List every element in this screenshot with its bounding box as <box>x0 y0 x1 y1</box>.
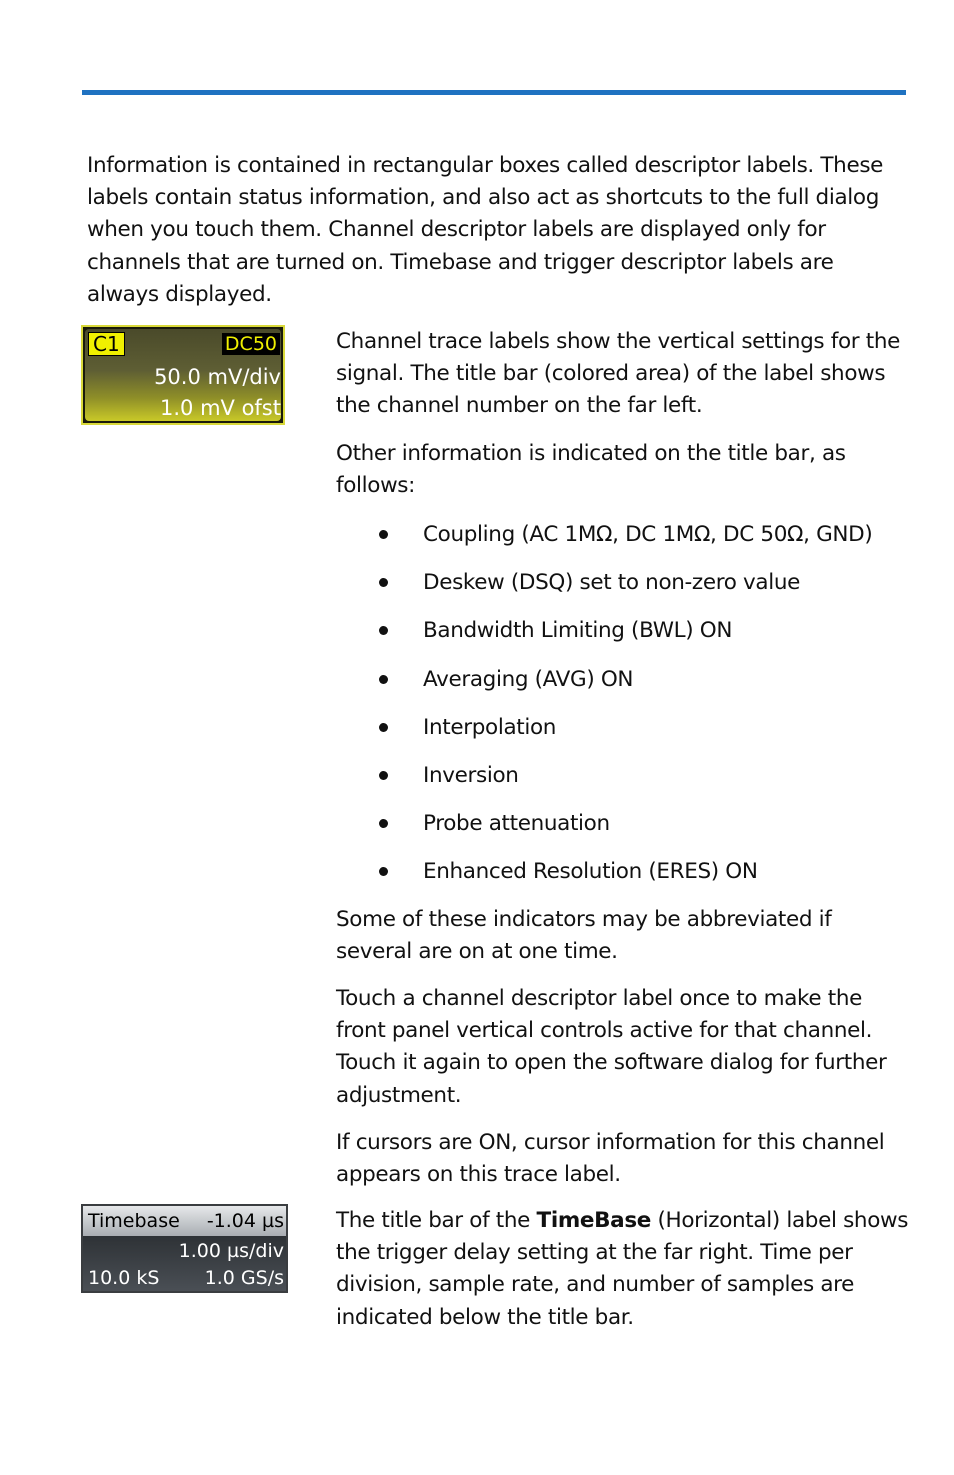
bullet-icon <box>379 626 388 635</box>
channel-paragraph-3: Some of these indicators may be abbreviated if several are on at one time. <box>336 906 832 964</box>
channel-paragraph-2: Other information is indicated on the title bar, as follows: <box>336 440 846 498</box>
sample-count: 10.0 kS <box>88 1267 160 1289</box>
list-item: Inversion <box>336 760 911 808</box>
channel-paragraph-5: If cursors are ON, cursor information for this channel appears on this trace label. <box>336 1129 885 1187</box>
list-item: Probe attenuation <box>336 808 911 856</box>
bullet-icon <box>379 530 388 539</box>
timebase-section <box>336 1205 911 1334</box>
time-per-div: 1.00 µs/div <box>178 1240 284 1262</box>
bullet-icon <box>379 771 388 780</box>
channel-paragraph-4: Touch a channel descriptor label once to make the front panel vertical controls active for that channel. Touch it again to open the software dialog for further adjustment. <box>336 985 887 1108</box>
bullet-icon <box>379 578 388 587</box>
bullet-icon <box>379 723 388 732</box>
list-item: Deskew (DSQ) set to non-zero value <box>336 567 911 615</box>
bullet-icon <box>379 867 388 876</box>
list-item: Enhanced Resolution (ERES) ON <box>336 856 911 904</box>
timebase-paragraph: The title bar of the TimeBase (Horizontal) label shows the trigger delay setting at the far right. Time per division, sample rate, and number of samples are indicated below the title bar. <box>336 1208 909 1330</box>
list-item: Bandwidth Limiting (BWL) ON <box>336 615 911 663</box>
sample-rate: 1.0 GS/s <box>204 1267 284 1289</box>
timebase-title: Timebase <box>88 1210 180 1232</box>
indicator-list <box>336 519 911 905</box>
header-rule <box>82 90 906 95</box>
bullet-icon <box>379 675 388 684</box>
coupling-indicator: DC50 <box>222 333 280 355</box>
trigger-delay: -1.04 µs <box>206 1210 284 1232</box>
channel-number: C1 <box>88 332 125 356</box>
intro-paragraph: Information is contained in rectangular boxes called descriptor labels. These labels contain status information, and also act as shortcuts to the full dialog when you touch them. Channel descriptor labels are displayed only for channels that are turned on. Timebase and trigger descriptor labels are always displayed. <box>87 153 884 307</box>
offset-value: 1.0 mV ofst <box>160 396 281 420</box>
channel-paragraph-1: Channel trace labels show the vertical settings for the signal. The title bar (colored area) of the label shows the channel number on the far left. <box>336 329 900 419</box>
list-item: Averaging (AVG) ON <box>336 664 911 712</box>
channel-descriptor-label[interactable] <box>81 325 285 425</box>
bullet-icon <box>379 819 388 828</box>
list-item: Coupling (AC 1MΩ, DC 1MΩ, DC 50Ω, GND) <box>336 519 911 567</box>
channel-section <box>336 326 911 1191</box>
list-item: Interpolation <box>336 712 911 760</box>
volts-per-div: 50.0 mV/div <box>154 365 281 389</box>
timebase-term: TimeBase <box>536 1208 652 1233</box>
timebase-descriptor-label[interactable] <box>81 1204 288 1293</box>
